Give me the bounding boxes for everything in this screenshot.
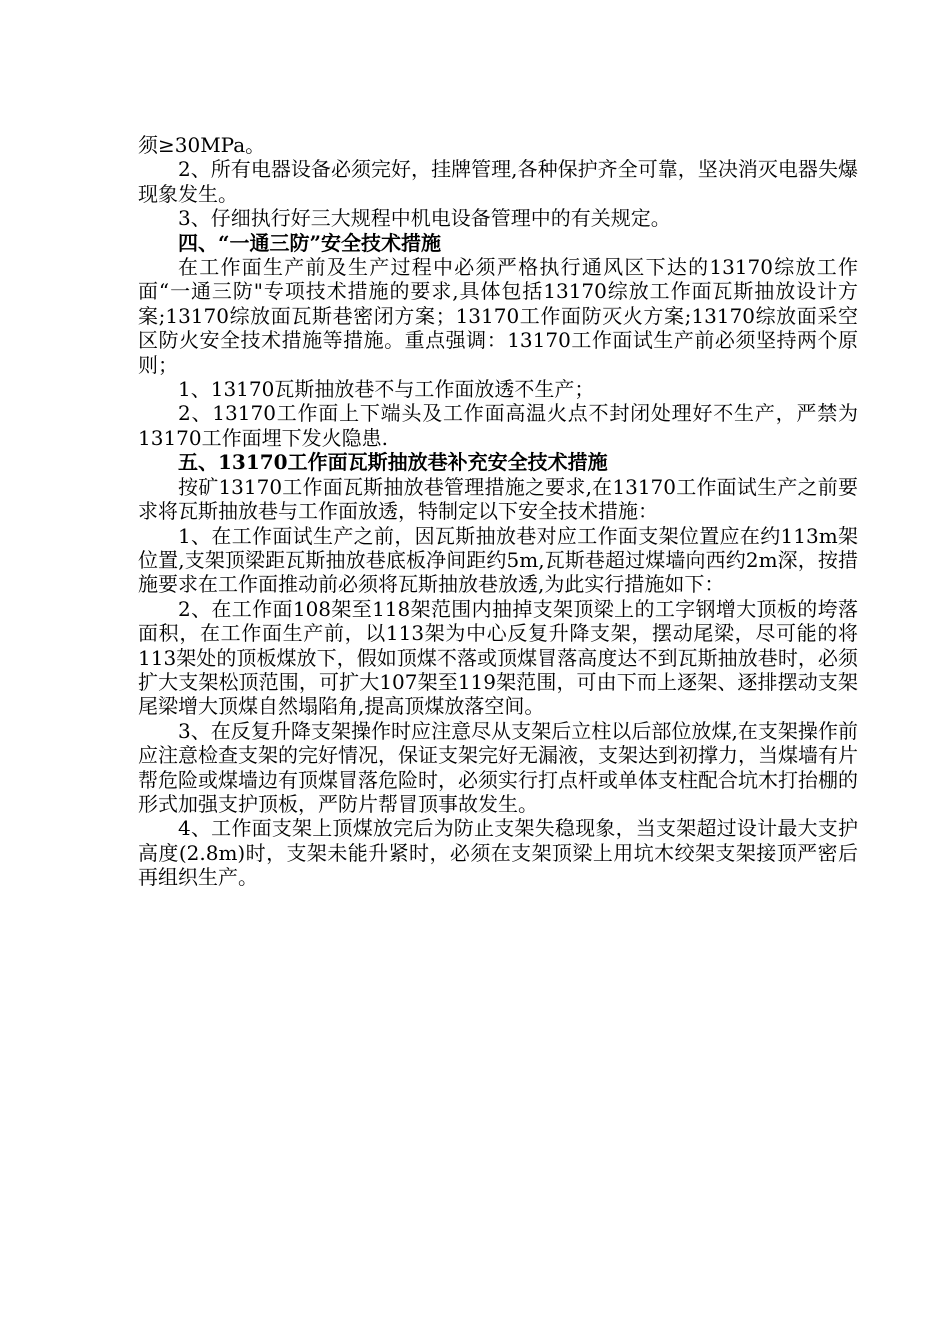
paragraph-item-2: 2、所有电器设备必须完好，挂牌管理,各种保护齐全可靠，坚决消灭电器失爆现象发生。 xyxy=(138,157,858,206)
paragraph-section-5-intro: 按矿13170工作面瓦斯抽放巷管理措施之要求,在13170工作面试生产之前要求将瓦斯抽放巷与工作面放透，特制定以下安全技术措施： xyxy=(138,474,858,524)
section-heading-4: 四、“一通三防”安全技术措施 xyxy=(178,230,442,255)
paragraph-item-3: 3、仔细执行好三大规程中机电设备管理中的有关规定。 xyxy=(178,206,671,231)
paragraph-principle-1: 1、13170瓦斯抽放巷不与工作面放透不生产； xyxy=(178,377,595,402)
paragraph-measure-1: 1、在工作面试生产之前，因瓦斯抽放巷对应工作面支架位置应在约113m架位置,支架顶梁距瓦斯抽放巷底板净间距约5m,瓦斯巷超过煤墙向西约2m深，按措施要求在工作面推动前必须将瓦斯抽放巷放透,为此实行措施如下： xyxy=(138,523,858,597)
paragraph-principle-2: 2、13170工作面上下端头及工作面高温火点不封闭处理好不生产，严禁为13170工作面埋下发火隐患. xyxy=(138,401,858,450)
section-heading-5: 五、13170工作面瓦斯抽放巷补充安全技术措施 xyxy=(178,450,608,475)
paragraph-measure-4: 4、工作面支架上顶煤放完后为防止支架失稳现象，当支架超过设计最大支护高度(2.8m)时，支架未能升紧时，必须在支架顶梁上用坑木绞架支架接顶严密后再组织生产。 xyxy=(138,816,858,890)
document-body xyxy=(138,133,858,890)
paragraph-measure-3: 3、在反复升降支架操作时应注意尽从支架后立柱以后部位放煤,在支架操作前应注意检查支架的完好情况，保证支架完好无漏液，支架达到初撑力，当煤墙有片帮危险或煤墙边有顶煤冒落危险时，必须实行打点杆或单体支柱配合坑木打抬棚的形式加强支护顶板，严防片帮冒顶事故发生。 xyxy=(138,718,858,816)
paragraph-section-4-intro: 在工作面生产前及生产过程中必须严格执行通风区下达的13170综放工作面“一通三防"专项技术措施的要求,具体包括13170综放工作面瓦斯抽放设计方案;13170综放面瓦斯巷密闭方案；13170工作面防灭火方案;13170综放面采空区防火安全技术措施等措施。重点强调：13170工作面试生产前必须坚持两个原则； xyxy=(138,255,858,377)
paragraph-measure-2: 2、在工作面108架至118架范围内抽掉支架顶梁上的工字钢增大顶板的垮落面积，在工作面生产前，以113架为中心反复升降支架，摆动尾梁，尽可能的将113架处的顶板煤放下，假如顶煤不落或顶煤冒落高度达不到瓦斯抽放巷时，必须扩大支架松顶范围，可扩大107架至119架范围，可由下而上逐架、逐排摆动支架尾梁增大顶煤自然塌陷角,提高顶煤放落空间。 xyxy=(138,596,858,719)
paragraph-continuation: 须≥30MPa。 xyxy=(138,133,266,157)
